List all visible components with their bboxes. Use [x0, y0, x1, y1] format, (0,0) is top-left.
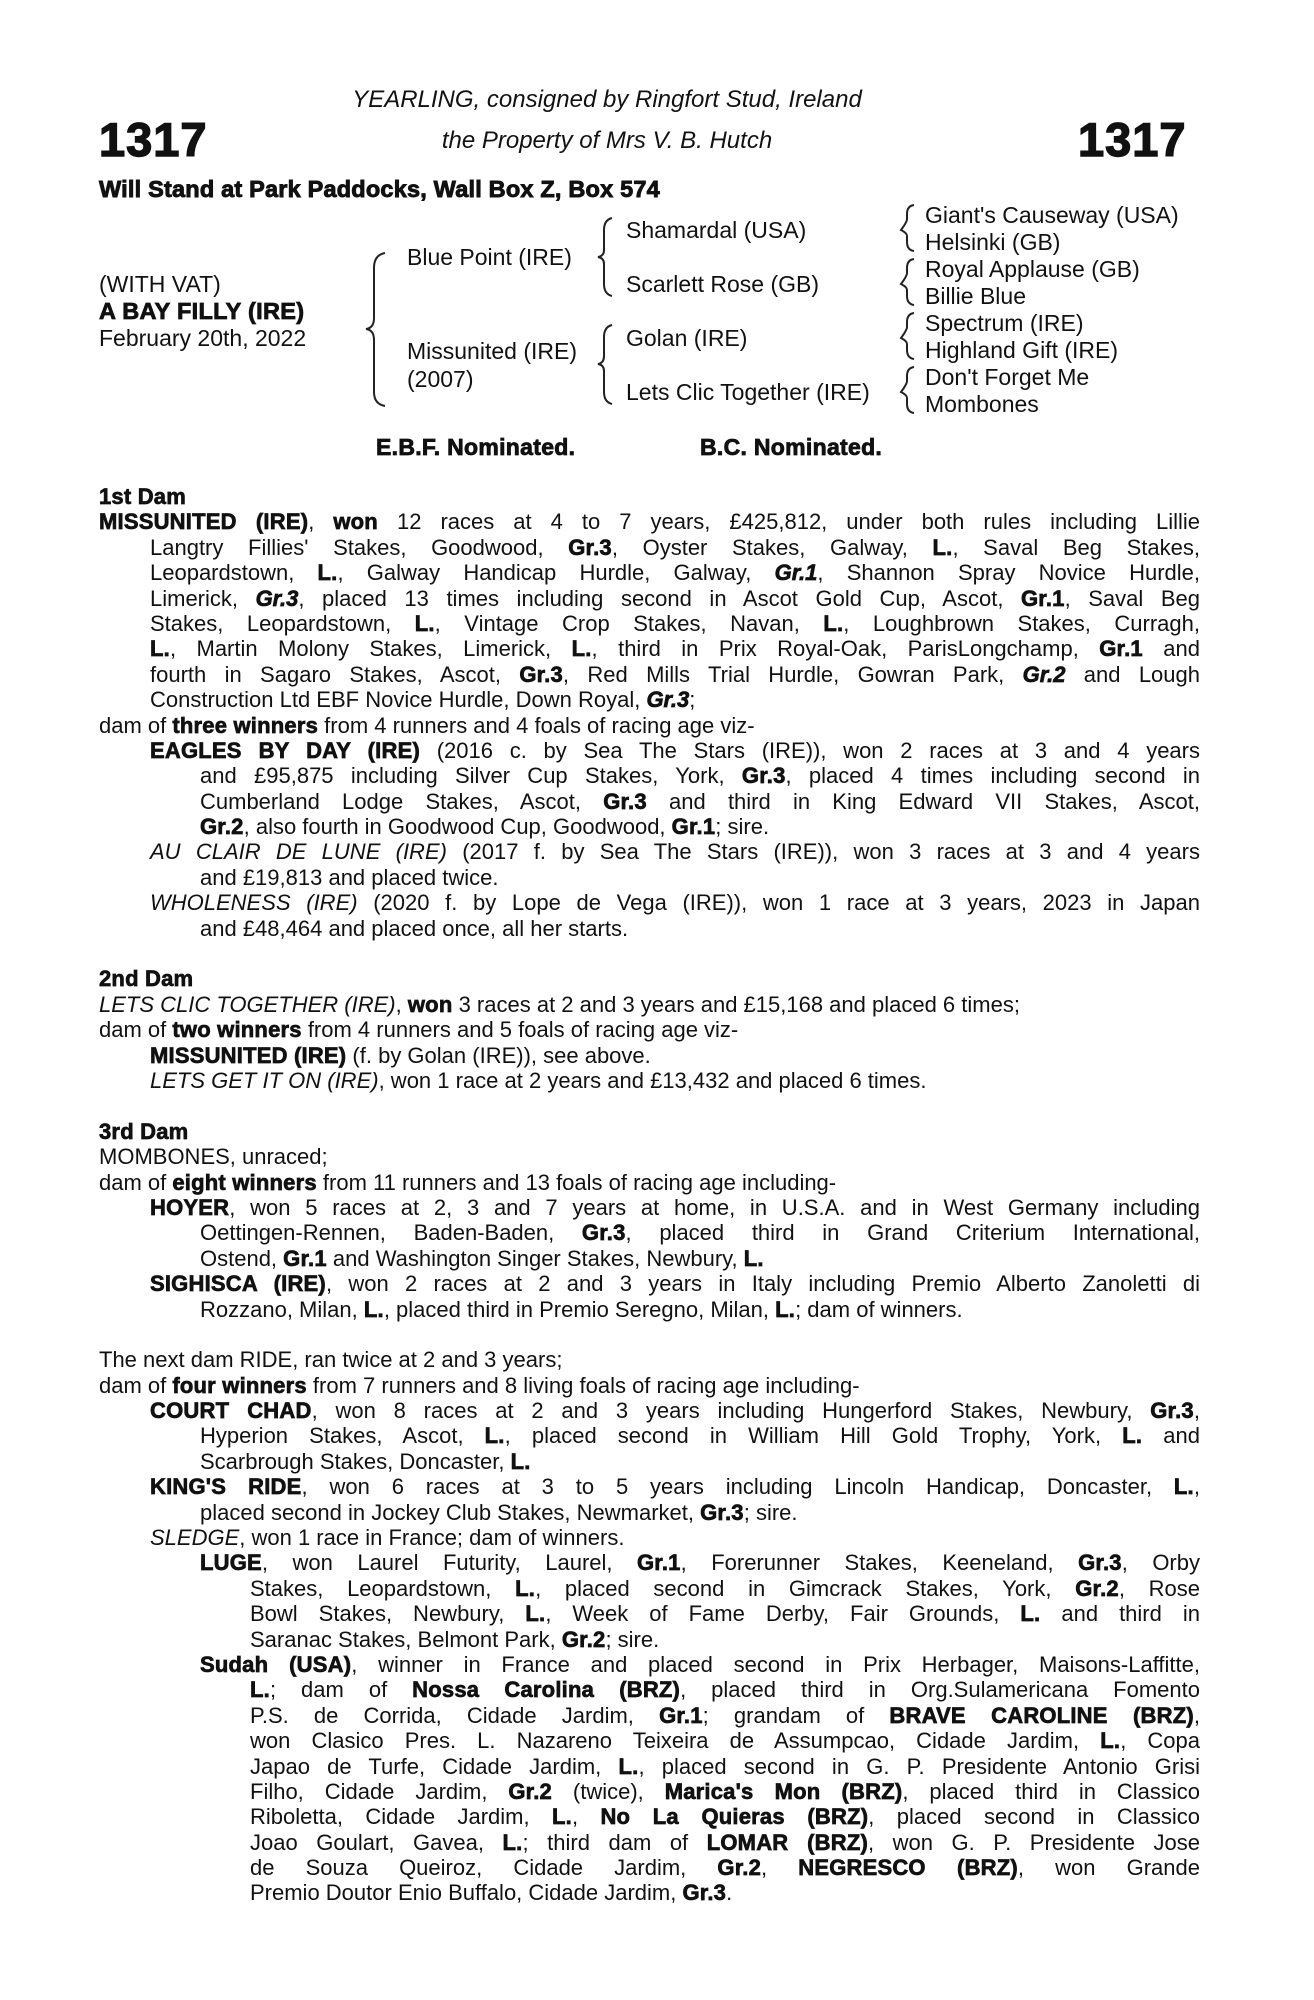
bold-text: Gr.1 — [671, 814, 716, 840]
bold-text: L. — [250, 1677, 270, 1703]
text-line — [99, 1550, 1200, 1575]
bold-text: L. — [1173, 1474, 1194, 1500]
text-run: , Martin Molony Stakes, Limerick, — [169, 636, 572, 662]
bold-text: EAGLES BY DAY (IRE) — [150, 737, 420, 763]
text-line — [99, 1500, 1200, 1525]
text-run: Ostend, — [200, 1245, 284, 1271]
ebf-nomination: E.B.F. Nominated. — [376, 434, 576, 460]
text-run: , Loughbrown Stakes, Curragh, — [843, 610, 1200, 636]
pedigree-dam-year: (2007) — [407, 366, 474, 392]
heading-text: 2nd Dam — [99, 966, 194, 992]
text-run: Leopardstown, — [150, 560, 318, 586]
pedigree-sire-sire: Shamardal (USA) — [626, 217, 807, 243]
vat-note: (WITH VAT) — [99, 271, 221, 297]
bold-text: Gr.1 — [1020, 585, 1065, 611]
text-run: , Oyster Stakes, Galway, — [611, 534, 933, 560]
text-run: ; sire. — [743, 1499, 798, 1525]
text-run: ; sire. — [715, 814, 770, 840]
text-run: , won 6 races at 3 to 5 years including Lincoln Handicap, Doncaster, — [301, 1474, 1174, 1500]
text-run: , won 2 races at 2 and 3 years in Italy including Premio Alberto Zanoletti di — [325, 1271, 1201, 1297]
bold-text: two winners — [172, 1017, 302, 1043]
bold-text: L. — [1122, 1423, 1143, 1449]
text-line — [99, 535, 1200, 560]
text-line — [99, 1855, 1200, 1880]
text-run: , won 1 race at 2 years and £13,432 and placed 6 times. — [378, 1067, 927, 1093]
bold-text: SIGHISCA (IRE) — [150, 1271, 326, 1297]
text-run: from 4 runners and 4 foals of racing age viz- — [318, 712, 755, 738]
bold-text: NEGRESCO (BRZ) — [798, 1855, 1018, 1881]
text-run: , placed second in Classico — [868, 1804, 1200, 1830]
pedigree-dam-dam: Lets Clic Together (IRE) — [626, 379, 870, 405]
text-run: , won Laurel Futurity, Laurel, — [261, 1550, 637, 1576]
text-run: , — [308, 509, 334, 535]
text-run: and £95,875 including Silver Cup Stakes, York, — [200, 763, 742, 789]
bold-text: Gr.2 — [561, 1626, 606, 1652]
text-run: , — [395, 991, 408, 1017]
bold-text: KING'S RIDE — [150, 1474, 302, 1500]
brace-main — [366, 253, 385, 406]
bold-text: L. — [1020, 1601, 1041, 1627]
text-run: and — [1142, 636, 1200, 662]
bold-text: Gr.3 — [741, 763, 786, 789]
text-line — [99, 1449, 1200, 1474]
text-run: , won 1 race in France; dam of winners. — [239, 1525, 625, 1551]
pedigree-gen3-3: Royal Applause (GB) — [925, 256, 1140, 282]
text-line — [99, 1246, 1200, 1271]
text-run: Construction Ltd EBF Novice Hurdle, Down Royal, — [150, 687, 647, 713]
text-run: de Souza Queiroz, Cidade Jardim, — [250, 1855, 718, 1881]
brace-g3-4 — [901, 367, 914, 413]
brace-g3-2 — [901, 259, 914, 305]
text-line — [99, 1677, 1200, 1702]
bold-text: L. — [510, 1448, 531, 1474]
text-run: , placed second in William Hill Gold Trophy, York, — [504, 1423, 1123, 1449]
text-line — [99, 1271, 1200, 1296]
text-line — [99, 1195, 1200, 1220]
text-run: Joao Goulart, Gavea, — [250, 1829, 503, 1855]
text-run: won Clasico Pres. L. Nazareno Teixeira de Assumpcao, Cidade Jardim, — [250, 1728, 1101, 1754]
text-run: Riboletta, Cidade Jardim, — [250, 1804, 552, 1830]
text-line — [99, 1627, 1200, 1652]
pedigree-gen3-8: Mombones — [925, 391, 1039, 417]
text-run: (2016 c. by Sea The Stars (IRE)), won 2 races at 3 and 4 years — [419, 737, 1200, 763]
text-run: Premio Doutor Enio Buffalo, Cidade Jardim, — [250, 1880, 683, 1906]
text-run: , placed third in Grand Criterium International, — [625, 1220, 1200, 1246]
text-run: 3 races at 2 and 3 years and £15,168 and placed 6 times; — [452, 991, 1020, 1017]
bold-text: COURT CHAD — [150, 1398, 312, 1424]
text-run: (f. by Golan (IRE)), see above. — [346, 1042, 651, 1068]
text-line — [99, 1474, 1200, 1499]
text-run: , Saval Beg — [1064, 585, 1200, 611]
text-line — [99, 1754, 1200, 1779]
text-run: , Saval Beg Stakes, — [952, 534, 1200, 560]
text-run: (2017 f. by Sea The Stars (IRE)), won 3 races at 3 and 4 years — [446, 839, 1200, 865]
pedigree-gen3-2: Helsinki (GB) — [925, 229, 1061, 255]
bold-text: BRAVE CAROLINE (BRZ) — [889, 1702, 1194, 1728]
text-line — [99, 1601, 1200, 1626]
text-run: Cumberland Lodge Stakes, Ascot, — [200, 788, 604, 814]
bold-text: L. — [743, 1245, 764, 1271]
text-line — [99, 1297, 1200, 1322]
italic-text: LETS CLIC TOGETHER (IRE) — [99, 991, 396, 1017]
text-run: MOMBONES, unraced; — [99, 1144, 328, 1170]
text-run: The next dam RIDE, ran twice at 2 and 3 years; — [99, 1347, 563, 1373]
bold-text: Gr.2 — [200, 814, 244, 840]
text-run: Bowl Stakes, Newbury, — [250, 1601, 526, 1627]
text-run: , Galway Handicap Hurdle, Galway, — [337, 560, 775, 586]
text-line — [99, 890, 1200, 915]
bold-text: won — [333, 509, 378, 535]
text-run: , won 5 races at 2, 3 and 7 years at home, in U.S.A. and in West Germany including — [229, 1194, 1200, 1220]
text-line — [99, 1804, 1200, 1829]
bold-text: LOMAR (BRZ) — [706, 1829, 868, 1855]
text-run: (twice), — [551, 1778, 665, 1804]
bold-text: L. — [502, 1829, 523, 1855]
text-run: Hyperion Stakes, Ascot, — [200, 1423, 485, 1449]
bold-text: Gr.2 — [508, 1778, 552, 1804]
text-run: ; — [689, 687, 696, 713]
bold-text: won — [407, 991, 453, 1017]
text-run: and Washington Singer Stakes, Newbury, — [326, 1245, 744, 1271]
text-run: , placed 13 times including second in Ascot Gold Cup, Ascot, — [298, 585, 1021, 611]
section-heading — [99, 484, 1200, 509]
bc-nomination: B.C. Nominated. — [700, 434, 883, 460]
text-run: , placed third in Premio Seregno, Milan, — [383, 1296, 776, 1322]
text-line — [99, 738, 1200, 763]
bold-text: Gr.2 — [1075, 1575, 1119, 1601]
text-run: , — [761, 1855, 799, 1881]
lot-description: A BAY FILLY (IRE) — [99, 298, 305, 324]
text-run: Saranac Stakes, Belmont Park, — [250, 1626, 562, 1652]
text-line — [99, 1398, 1200, 1423]
bold-text: three winners — [172, 712, 319, 738]
bold-text: L. — [363, 1296, 384, 1322]
foaling-date: February 20th, 2022 — [99, 325, 307, 351]
text-run: from 7 runners and 8 living foals of racing age including- — [306, 1372, 860, 1398]
text-run: , — [1193, 1474, 1200, 1500]
text-run: , Forerunner Stakes, Keeneland, — [680, 1550, 1079, 1576]
text-run: , Red Mills Trial Hurdle, Gowran Park, — [562, 661, 1023, 687]
bold-text: L. — [1100, 1728, 1121, 1754]
pedigree-notes — [99, 484, 1200, 1906]
bold-text: four winners — [172, 1372, 307, 1398]
bold-text: L. — [525, 1601, 546, 1627]
bold-text: L. — [932, 534, 953, 560]
bold-text: eight winners — [172, 1169, 317, 1195]
text-line — [99, 1373, 1200, 1398]
bold-text: LUGE — [200, 1550, 262, 1576]
text-line — [99, 586, 1200, 611]
bold-text: Gr.1 — [283, 1245, 327, 1271]
text-run: and Lough — [1065, 661, 1201, 687]
text-run: , Week of Fame Derby, Fair Grounds, — [545, 1601, 1021, 1627]
bold-text: L. — [317, 560, 338, 586]
text-run: P.S. de Corrida, Cidade Jardim, — [250, 1702, 660, 1728]
text-run: , third in Prix Royal-Oak, ParisLongchamp, — [591, 636, 1100, 662]
text-run: (2020 f. by Lope de Vega (IRE)), won 1 race at 3 years, 2023 in Japan — [357, 890, 1200, 916]
bold-text: L. — [484, 1423, 505, 1449]
text-run: Japao de Turfe, Cidade Jardim, — [250, 1753, 619, 1779]
text-run: , — [571, 1804, 601, 1830]
text-run: Langtry Fillies' Stakes, Goodwood, — [150, 534, 569, 560]
bold-text: L. — [823, 610, 844, 636]
bold-text: L. — [571, 636, 592, 662]
text-run: Oettingen-Rennen, Baden-Baden, — [200, 1220, 582, 1246]
brace-g3-1 — [901, 205, 914, 251]
bold-text: Gr.2 — [1022, 661, 1066, 687]
lot-number-right: 1317 — [1078, 113, 1187, 166]
text-line — [99, 687, 1200, 712]
text-line — [99, 662, 1200, 687]
text-run: fourth in Sagaro Stakes, Ascot, — [150, 661, 520, 687]
text-run: , Vintage Crop Stakes, Navan, — [434, 610, 824, 636]
text-run: ; sire. — [605, 1626, 660, 1652]
text-line — [99, 1068, 1200, 1093]
blank-line — [99, 1093, 1200, 1118]
text-line — [99, 839, 1200, 864]
text-line — [99, 560, 1200, 585]
heading-text: 3rd Dam — [99, 1118, 189, 1144]
text-run: 12 races at 4 to 7 years, £425,812, under both rules including Lillie — [377, 509, 1201, 535]
text-run: from 11 runners and 13 foals of racing age including- — [316, 1169, 837, 1195]
text-line — [99, 1220, 1200, 1245]
text-run: , — [1193, 1702, 1200, 1728]
pedigree-gen3-4: Billie Blue — [925, 283, 1026, 309]
blank-line — [99, 1322, 1200, 1347]
text-line — [99, 814, 1200, 839]
stand-location: Will Stand at Park Paddocks, Wall Box Z, Box 574 — [99, 176, 660, 202]
italic-text: LETS GET IT ON (IRE) — [150, 1067, 379, 1093]
section-heading — [99, 966, 1200, 991]
text-run: and £19,813 and placed twice. — [200, 864, 499, 890]
text-run: , — [1193, 1398, 1200, 1424]
pedigree-gen3-7: Don't Forget Me — [925, 364, 1090, 390]
text-run: , winner in France and placed second in Prix Herbager, Maisons-Laffitte, — [351, 1651, 1201, 1677]
text-line — [99, 763, 1200, 788]
property-line: the Property of Mrs V. B. Hutch — [441, 127, 773, 154]
text-run: ; dam of winners. — [795, 1296, 963, 1322]
bold-text: Gr.3 — [1078, 1550, 1122, 1576]
text-run: , won Grande — [1017, 1855, 1200, 1881]
bold-text: L. — [618, 1753, 639, 1779]
text-run: ; dam of — [269, 1677, 413, 1703]
bold-text: L. — [775, 1296, 796, 1322]
italic-text: WHOLENESS (IRE) — [150, 890, 358, 916]
bold-text: MISSUNITED (IRE) — [150, 1042, 347, 1068]
text-run: , Orby — [1121, 1550, 1200, 1576]
text-run: , Shannon Spray Novice Hurdle, — [817, 560, 1200, 586]
text-run: Limerick, — [150, 585, 256, 611]
text-line — [99, 992, 1200, 1017]
text-run: , won G. P. Presidente Jose — [867, 1829, 1200, 1855]
pedigree-gen3-6: Highland Gift (IRE) — [925, 337, 1119, 363]
text-run: , placed second in Gimcrack Stakes, York, — [535, 1575, 1076, 1601]
text-run: ; grandam of — [702, 1702, 890, 1728]
text-run: , Copa — [1120, 1728, 1201, 1754]
pedigree-gen3-1: Giant's Causeway (USA) — [925, 202, 1179, 228]
text-line — [99, 1652, 1200, 1677]
text-run: from 4 runners and 5 foals of racing age viz- — [301, 1017, 739, 1043]
consignment-line: YEARLING, consigned by Ringfort Stud, Ireland — [352, 86, 862, 113]
text-line — [99, 789, 1200, 814]
text-run: Rozzano, Milan, — [200, 1296, 364, 1322]
text-line — [99, 1728, 1200, 1753]
text-line — [99, 1347, 1200, 1372]
pedigree-gen3-5: Spectrum (IRE) — [925, 310, 1084, 336]
text-run: , won 8 races at 2 and 3 years including Hungerford Stakes, Newbury, — [311, 1398, 1151, 1424]
text-run: Filho, Cidade Jardim, — [250, 1778, 509, 1804]
bold-text: HOYER — [150, 1194, 230, 1220]
bold-text: Gr.3 — [1150, 1398, 1194, 1424]
bold-text: Gr.3 — [682, 1880, 727, 1906]
text-line — [99, 1703, 1200, 1728]
bold-text: Gr.1 — [659, 1702, 703, 1728]
text-line — [99, 1576, 1200, 1601]
text-line — [99, 1525, 1200, 1550]
pedigree-dam-sire: Golan (IRE) — [626, 325, 748, 351]
bold-text: Gr.1 — [637, 1550, 681, 1576]
text-run: , Rose — [1118, 1575, 1200, 1601]
text-line — [99, 1423, 1200, 1448]
text-line — [99, 916, 1200, 941]
text-run: , also fourth in Goodwood Cup, Goodwood, — [243, 814, 672, 840]
brace-sire — [598, 218, 612, 296]
text-line — [99, 1170, 1200, 1195]
text-run: Stakes, Leopardstown, — [150, 610, 415, 636]
text-line — [99, 636, 1200, 661]
bold-text: Gr.3 — [603, 788, 647, 814]
text-run: , placed third in Classico — [902, 1778, 1201, 1804]
bold-text: Gr.1 — [774, 560, 818, 586]
bold-text: L. — [414, 610, 435, 636]
text-run: , placed second in G. P. Presidente Antonio Grisi — [638, 1753, 1201, 1779]
text-run: Scarbrough Stakes, Doncaster, — [200, 1448, 511, 1474]
text-run: dam of — [99, 1169, 173, 1195]
text-run: dam of — [99, 1372, 173, 1398]
text-line — [99, 1043, 1200, 1068]
bold-text: Gr.3 — [519, 661, 563, 687]
bold-text: Gr.1 — [1099, 636, 1143, 662]
text-run: placed second in Jockey Club Stakes, Newmarket, — [200, 1499, 701, 1525]
text-line — [99, 1830, 1200, 1855]
bold-text: Gr.3 — [700, 1499, 744, 1525]
bold-text: MISSUNITED (IRE) — [99, 509, 309, 535]
bold-text: Nossa Carolina (BRZ) — [412, 1677, 681, 1703]
bold-text: Gr.3 — [581, 1220, 626, 1246]
text-line — [99, 509, 1200, 534]
text-run: , placed 4 times including second in — [785, 763, 1200, 789]
text-line — [99, 1779, 1200, 1804]
text-run: and — [1142, 1423, 1200, 1449]
text-run: ; third dam of — [522, 1829, 707, 1855]
bold-text: No La Quieras (BRZ) — [600, 1804, 869, 1830]
text-run: dam of — [99, 712, 173, 738]
italic-text: SLEDGE — [150, 1525, 240, 1551]
bold-text: Gr.3 — [255, 585, 299, 611]
text-run: and third in — [1040, 1601, 1200, 1627]
text-run: and third in King Edward VII Stakes, Ascot, — [646, 788, 1200, 814]
text-run: dam of — [99, 1017, 173, 1043]
pedigree-sire-dam: Scarlett Rose (GB) — [626, 271, 819, 297]
text-line — [99, 611, 1200, 636]
text-run: . — [726, 1880, 733, 1906]
text-run: Stakes, Leopardstown, — [250, 1575, 516, 1601]
text-line — [99, 1880, 1200, 1905]
lot-number-left: 1317 — [99, 113, 208, 166]
bold-text: L. — [515, 1575, 536, 1601]
bold-text: Gr.2 — [717, 1855, 761, 1881]
brace-dam — [598, 325, 612, 404]
bold-text: Gr.3 — [646, 687, 690, 713]
section-heading — [99, 1119, 1200, 1144]
pedigree-dam: Missunited (IRE) — [407, 338, 577, 364]
text-line — [99, 865, 1200, 890]
bold-text: Gr.3 — [568, 534, 612, 560]
pedigree-sire: Blue Point (IRE) — [407, 244, 572, 270]
italic-text: AU CLAIR DE LUNE (IRE) — [150, 839, 447, 865]
text-run: , placed third in Org.Sulamericana Fomento — [680, 1677, 1200, 1703]
bold-text: Marica's Mon (BRZ) — [664, 1778, 903, 1804]
bold-text: L. — [150, 636, 170, 662]
text-line — [99, 713, 1200, 738]
bold-text: L. — [551, 1804, 572, 1830]
blank-line — [99, 941, 1200, 966]
text-line — [99, 1017, 1200, 1042]
text-line — [99, 1144, 1200, 1169]
brace-g3-3 — [901, 313, 914, 359]
heading-text: 1st Dam — [99, 484, 186, 509]
bold-text: Sudah (USA) — [200, 1651, 352, 1677]
text-run: and £48,464 and placed once, all her starts. — [200, 915, 629, 941]
